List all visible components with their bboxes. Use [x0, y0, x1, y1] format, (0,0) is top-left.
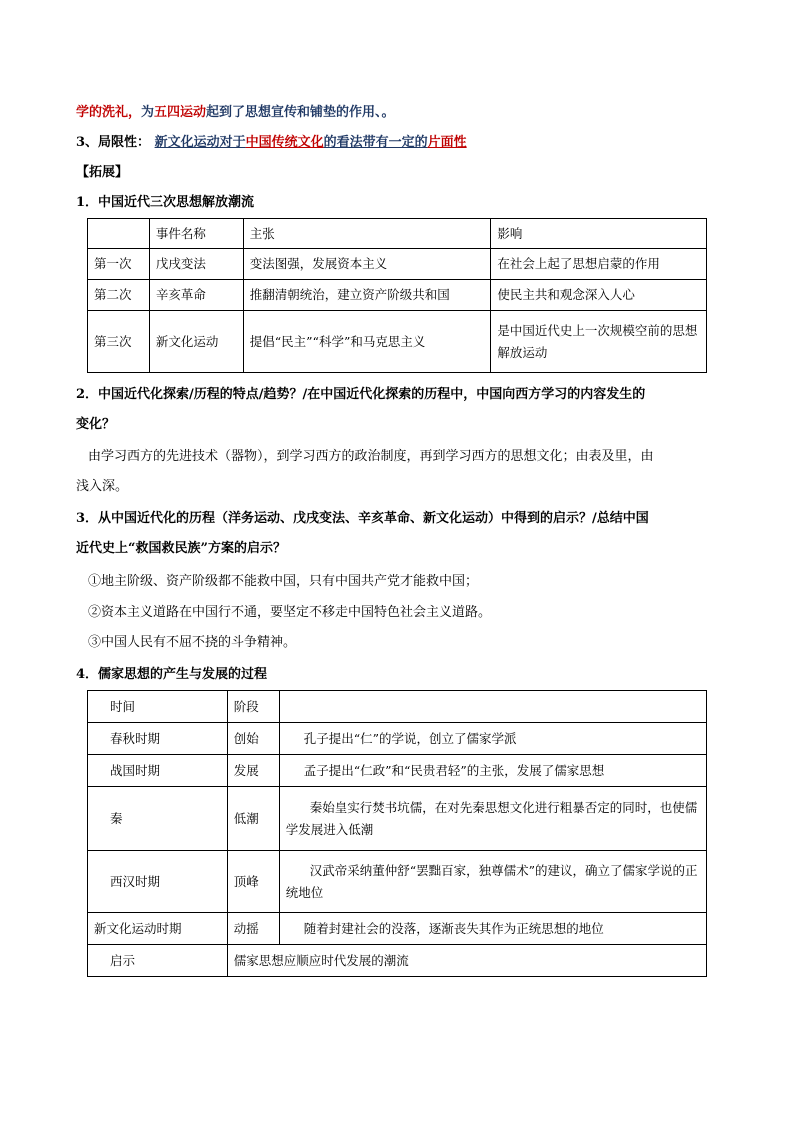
section2-title-line1: 2．中国近代化探索/历程的特点/趋势？/在中国近代化探索的历程中，中国向西方学习的内容发生的	[76, 387, 646, 402]
section2-title-line2: 变化？	[76, 417, 116, 432]
limitations-label: 3、局限性：	[76, 135, 151, 150]
table-row	[88, 851, 707, 913]
expand-label: 【拓展】	[76, 165, 129, 180]
table-row	[88, 787, 707, 851]
section3-point: ①地主阶级、资产阶级都不能救中国，只有中国共产党才能救中国；	[88, 574, 479, 589]
table-cell: 第三次	[88, 311, 150, 373]
table-cell: 秦始皇实行焚书坑儒，在对先秦思想文化进行粗暴否定的同时，也使儒学发展进入低潮	[279, 787, 706, 851]
intro-part-3: 五四运动	[154, 105, 207, 120]
limitations-part-1: 新文化运动对于	[154, 135, 246, 150]
table-header-cell	[88, 219, 150, 249]
table-cell: 提倡“民主”“科学”和马克思主义	[243, 311, 491, 373]
intro-part-1: 学的洗礼，	[76, 105, 142, 120]
table-header-cell: 时间	[88, 691, 228, 723]
intro-part-4: 起到了思想宣传和铺垫的作用、。	[206, 105, 395, 120]
table-cell: 动摇	[227, 913, 279, 945]
table-header-row	[88, 219, 707, 249]
table-cell: 是中国近代史上一次规模空前的思想解放运动	[491, 311, 707, 373]
table-cell: 低潮	[227, 787, 279, 851]
table-cell: 春秋时期	[88, 723, 228, 755]
table-cell: 辛亥革命	[149, 280, 243, 311]
table-cell: 汉武帝采纳董仲舒“罢黜百家，独尊儒术”的建议，确立了儒家学说的正统地位	[279, 851, 706, 913]
table-cell: 顶峰	[227, 851, 279, 913]
table-summary-row	[88, 945, 707, 977]
summary-label: 启示	[88, 945, 228, 977]
table-header-cell	[279, 691, 706, 723]
table-row	[88, 913, 707, 945]
table-header-cell: 事件名称	[149, 219, 243, 249]
section1-title: 1．中国近代三次思想解放潮流	[76, 195, 255, 210]
table-row	[88, 311, 707, 373]
table-header-cell: 阶段	[227, 691, 279, 723]
limitations-part-2: 中国传统文化	[245, 135, 324, 150]
table-cell: 发展	[227, 755, 279, 787]
section3-title-line1: 3．从中国近代化的历程（洋务运动、戊戌变法、辛亥革命、新文化运动）中得到的启示？/总结中国	[76, 511, 649, 526]
table-row	[88, 755, 707, 787]
limitations-line	[76, 134, 467, 152]
thought-liberation-table	[87, 218, 707, 373]
intro-part-2: 为	[141, 105, 155, 120]
table-cell: 第二次	[88, 280, 150, 311]
table-cell: 在社会上起了思想启蒙的作用	[491, 249, 707, 280]
section3-point: ③中国人民有不屈不挠的斗争精神。	[88, 635, 297, 650]
section3-title-line2: 近代史上“救国救民族”方案的启示？	[76, 541, 286, 556]
table-cell: 新文化运动时期	[88, 913, 228, 945]
table-row	[88, 280, 707, 311]
table-cell: 使民主共和观念深入人心	[491, 280, 707, 311]
table-cell: 孟子提出“仁政”和“民贵君轻”的主张，发展了儒家思想	[279, 755, 706, 787]
table-cell: 新文化运动	[149, 311, 243, 373]
table-header-cell: 影响	[491, 219, 707, 249]
table-cell: 推翻清朝统治，建立资产阶级共和国	[243, 280, 491, 311]
section3-point: ②资本主义道路在中国行不通，要坚定不移走中国特色社会主义道路。	[88, 605, 492, 620]
table-row	[88, 249, 707, 280]
intro-line	[76, 104, 395, 122]
table-header-cell: 主张	[243, 219, 491, 249]
limitations-part-3: 的看法带有一定的	[323, 135, 428, 150]
limitations-part-4: 片面性	[427, 135, 467, 150]
section4-title: 4．儒家思想的产生与发展的过程	[76, 667, 268, 682]
table-cell: 孔子提出“仁”的学说，创立了儒家学派	[279, 723, 706, 755]
table-cell: 戊戌变法	[149, 249, 243, 280]
table-cell: 西汉时期	[88, 851, 228, 913]
table-row	[88, 723, 707, 755]
table-cell: 秦	[88, 787, 228, 851]
table-cell: 战国时期	[88, 755, 228, 787]
table-cell: 创始	[227, 723, 279, 755]
confucianism-table	[87, 690, 707, 977]
table-cell: 随着封建社会的没落，逐渐丧失其作为正统思想的地位	[279, 913, 706, 945]
section2-answer-line1: 由学习西方的先进技术（器物），到学习西方的政治制度，再到学习西方的思想文化；由表及里，由	[88, 449, 654, 464]
table-header-row	[88, 691, 707, 723]
table-cell: 第一次	[88, 249, 150, 280]
summary-text: 儒家思想应顺应时代发展的潮流	[227, 945, 706, 977]
section2-answer-line2: 浅入深。	[76, 479, 129, 494]
table-cell: 变法图强，发展资本主义	[243, 249, 491, 280]
